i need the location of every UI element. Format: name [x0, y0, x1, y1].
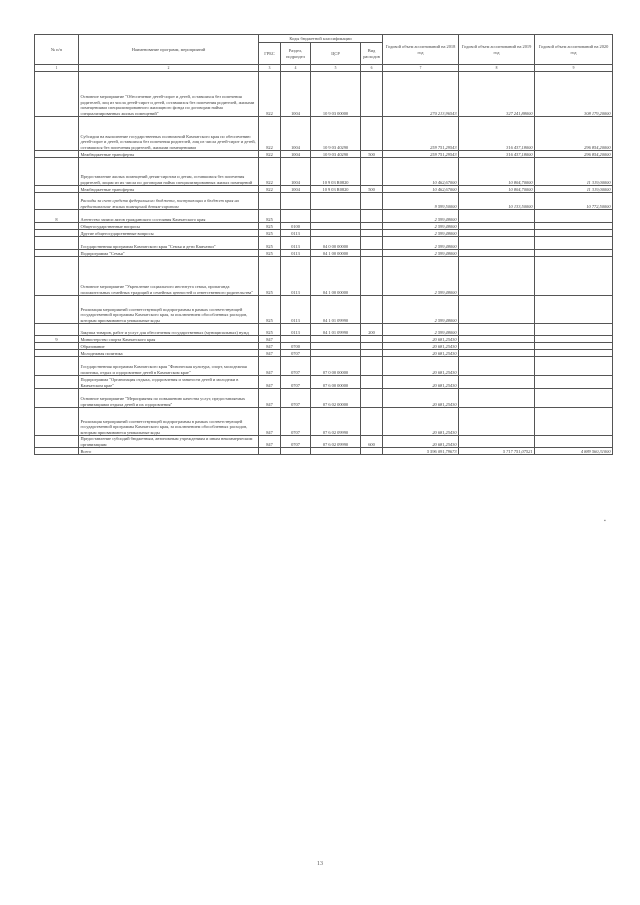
row-expense-type-code: [361, 117, 383, 151]
row-amount-2019: [459, 408, 535, 436]
budget-allocation-table: [34, 34, 613, 455]
table-row: [35, 151, 613, 158]
row-amount-2020: [535, 408, 613, 436]
header-year-2020: Годовой объем ассигнований на 2020 год: [535, 35, 613, 65]
row-amount-2018: 20 681,25430: [383, 350, 459, 357]
row-name: Субсидии на выполнение государственных полномочий Камчатского края по обеспечению детей-сирот и детей, оставшихся без попечения родителей, лиц из числа детей-сирот и детей, оставшихся без попечения родителей, жилыми помещениями: [79, 117, 259, 151]
row-amount-2020: 296 854,20000: [535, 117, 613, 151]
row-expense-type-code: [361, 448, 383, 455]
row-expense-type-code: [361, 296, 383, 324]
row-amount-2018: 5 596 091,79673: [383, 448, 459, 455]
table-row: [35, 324, 613, 336]
row-expense-type-code: 600: [361, 436, 383, 448]
row-number: [35, 357, 79, 376]
row-amount-2019: 327 241,88000: [459, 72, 535, 117]
row-number: [35, 158, 79, 186]
row-amount-2018: 9 599,50000: [383, 193, 459, 210]
row-number: [35, 230, 79, 237]
row-number: [35, 151, 79, 158]
header-codes-group: Коды бюджетной классификации: [259, 35, 383, 43]
row-name: Другие общегосударственные вопросы: [79, 230, 259, 237]
row-section-code: 0113: [281, 324, 311, 336]
row-amount-2018: 20 681,25430: [383, 357, 459, 376]
header-csr: ЦСР: [311, 43, 361, 65]
row-target-article-code: [311, 343, 361, 350]
row-target-article-code: [311, 350, 361, 357]
row-name: Основное мероприятие "Укрепление социального института семьи, пропаганда положительных семейных традиций и семейных ценностей и ответственного родительства": [79, 257, 259, 296]
column-index: 7: [383, 65, 459, 72]
row-number: [35, 408, 79, 436]
row-grbs-code: 825: [259, 324, 281, 336]
row-target-article-code: 10 9 03 40290: [311, 151, 361, 158]
row-grbs-code: 825: [259, 223, 281, 230]
row-section-code: 0707: [281, 350, 311, 357]
table-row: [35, 158, 613, 186]
row-amount-2018: 10 462,67000: [383, 186, 459, 193]
table-row: [35, 210, 613, 223]
table-row: [35, 357, 613, 376]
row-name: Основное мероприятие "Мероприятия по повышению качества услуг, предоставляемых организациями отдыха детей и их оздоровления": [79, 389, 259, 408]
table-row: [35, 250, 613, 257]
row-name: Межбюджетные трансферты: [79, 186, 259, 193]
row-amount-2018: 259 751,29543: [383, 151, 459, 158]
row-amount-2019: 10 133,50000: [459, 193, 535, 210]
row-amount-2020: [535, 343, 613, 350]
row-expense-type-code: 500: [361, 186, 383, 193]
row-target-article-code: [311, 210, 361, 223]
row-grbs-code: 847: [259, 343, 281, 350]
table-row: [35, 376, 613, 389]
row-number: [35, 350, 79, 357]
row-amount-2018: 20 681,25430: [383, 389, 459, 408]
row-section-code: 1004: [281, 72, 311, 117]
table-row: [35, 237, 613, 250]
row-target-article-code: [311, 223, 361, 230]
row-expense-type-code: [361, 257, 383, 296]
column-index: 6: [361, 65, 383, 72]
row-amount-2018: 2 599,48000: [383, 296, 459, 324]
row-grbs-code: 847: [259, 350, 281, 357]
row-target-article-code: [311, 448, 361, 455]
row-amount-2018: 2 599,48000: [383, 230, 459, 237]
row-name: Подпрограмма "Организация отдыха, оздоровления и занятости детей и молодежи в Камчатском крае": [79, 376, 259, 389]
row-amount-2020: 4 889 560,31000: [535, 448, 613, 455]
row-amount-2019: [459, 376, 535, 389]
column-index-row: [35, 65, 613, 72]
row-amount-2019: [459, 436, 535, 448]
row-name: Государственная программа Камчатского края "Семья и дети Камчатки": [79, 237, 259, 250]
row-section-code: 1004: [281, 151, 311, 158]
row-amount-2020: [535, 324, 613, 336]
row-number: [35, 343, 79, 350]
row-name: Закупка товаров, работ и услуг для обеспечения государственных (муниципальных) нужд: [79, 324, 259, 336]
table-row: [35, 223, 613, 230]
row-number: [35, 223, 79, 230]
row-name: Реализация мероприятий соответствующей подпрограммы в рамках соответствующей государственной программы Камчатского края, за исключением обособленных расходов, которым присваиваются уникальные коды: [79, 296, 259, 324]
row-section-code: [281, 336, 311, 343]
row-amount-2019: [459, 336, 535, 343]
row-amount-2019: 316 437,18000: [459, 151, 535, 158]
row-grbs-code: 822: [259, 117, 281, 151]
row-name: Расходы за счет средств федерального бюджета, поступающих в бюджет края на предоставление жилых помещений детям-сиротам: [79, 193, 259, 210]
row-number: [35, 376, 79, 389]
row-expense-type-code: [361, 230, 383, 237]
row-expense-type-code: 200: [361, 324, 383, 336]
row-amount-2019: [459, 230, 535, 237]
row-section-code: 0113: [281, 296, 311, 324]
budget-document-page: [34, 34, 612, 455]
row-amount-2019: [459, 223, 535, 230]
row-amount-2019: [459, 389, 535, 408]
column-index: 4: [281, 65, 311, 72]
row-amount-2019: [459, 343, 535, 350]
row-section-code: 0113: [281, 250, 311, 257]
row-number: [35, 389, 79, 408]
row-amount-2020: [535, 336, 613, 343]
header-grbs: ГРБС: [259, 43, 281, 65]
row-expense-type-code: [361, 357, 383, 376]
row-number: [35, 117, 79, 151]
row-grbs-code: 825: [259, 230, 281, 237]
table-row: [35, 343, 613, 350]
row-amount-2020: [535, 350, 613, 357]
row-target-article-code: 10 9 03 00000: [311, 72, 361, 117]
row-number: [35, 250, 79, 257]
table-row: [35, 230, 613, 237]
row-expense-type-code: [361, 72, 383, 117]
row-grbs-code: [259, 193, 281, 210]
scan-edge-mark: ▪: [604, 519, 606, 524]
row-target-article-code: 10 9 03 R0820: [311, 186, 361, 193]
row-amount-2020: [535, 357, 613, 376]
row-expense-type-code: [361, 343, 383, 350]
row-amount-2019: [459, 210, 535, 223]
row-amount-2020: 308 179,20000: [535, 72, 613, 117]
row-amount-2018: 20 681,25430: [383, 436, 459, 448]
row-number: [35, 296, 79, 324]
row-amount-2018: 10 462,67000: [383, 158, 459, 186]
header-name: Наименование программ, мероприятий: [79, 35, 259, 65]
row-number: [35, 257, 79, 296]
row-grbs-code: 825: [259, 210, 281, 223]
row-amount-2018: 2 599,48000: [383, 324, 459, 336]
row-expense-type-code: [361, 376, 383, 389]
row-section-code: 0113: [281, 237, 311, 250]
table-row: [35, 436, 613, 448]
row-section-code: 0707: [281, 357, 311, 376]
row-grbs-code: 822: [259, 186, 281, 193]
row-section-code: [281, 210, 311, 223]
row-expense-type-code: [361, 193, 383, 210]
row-section-code: 0707: [281, 376, 311, 389]
row-target-article-code: [311, 230, 361, 237]
row-amount-2019: 10 804,70000: [459, 186, 535, 193]
page-number: 13: [317, 861, 323, 867]
row-number: 9: [35, 336, 79, 343]
row-name: Государственная программа Камчатского края "Физическая культура, спорт, молодежная политика, отдых и оздоровление детей в Камчатском крае": [79, 357, 259, 376]
header-vr: Вид расходов: [361, 43, 383, 65]
row-amount-2020: [535, 376, 613, 389]
row-grbs-code: 825: [259, 296, 281, 324]
row-grbs-code: 825: [259, 237, 281, 250]
row-number: [35, 72, 79, 117]
row-expense-type-code: [361, 336, 383, 343]
row-expense-type-code: [361, 158, 383, 186]
row-section-code: 1004: [281, 158, 311, 186]
row-amount-2018: 2 599,48000: [383, 223, 459, 230]
table-row: [35, 193, 613, 210]
table-row: [35, 336, 613, 343]
row-number: 8: [35, 210, 79, 223]
row-target-article-code: 07 6 00 00000: [311, 376, 361, 389]
row-name: Предоставление субсидий бюджетным, автономным учреждениям и иным некоммерческим организациям: [79, 436, 259, 448]
row-amount-2019: [459, 350, 535, 357]
row-target-article-code: 04 0 00 00000: [311, 237, 361, 250]
row-name: Межбюджетные трансферты: [79, 151, 259, 158]
row-name: Образование: [79, 343, 259, 350]
row-target-article-code: 07 6 02 09990: [311, 436, 361, 448]
row-grbs-code: 847: [259, 436, 281, 448]
table-row: [35, 257, 613, 296]
table-row: [35, 296, 613, 324]
row-amount-2020: [535, 257, 613, 296]
row-number: [35, 436, 79, 448]
row-amount-2018: 20 681,25430: [383, 376, 459, 389]
row-name: Общегосударственные вопросы: [79, 223, 259, 230]
row-number: [35, 448, 79, 455]
row-grbs-code: 822: [259, 151, 281, 158]
row-section-code: 0700: [281, 343, 311, 350]
row-section-code: 0707: [281, 436, 311, 448]
row-name: Подпрограмма "Семья": [79, 250, 259, 257]
row-section-code: 0100: [281, 223, 311, 230]
row-grbs-code: 847: [259, 336, 281, 343]
row-name: Основное мероприятие "Обеспечение детей-сирот и детей, оставшихся без попечения родителей, лиц из числа детей-сирот и детей, оставшихся без попечения родителей, жилыми помещениями специализированного жилищного фонда по договорам найма специализированных жилых помещений": [79, 72, 259, 117]
row-number: [35, 193, 79, 210]
row-grbs-code: 825: [259, 250, 281, 257]
row-target-article-code: 04 1 01 09990: [311, 296, 361, 324]
row-amount-2018: 2 599,48000: [383, 257, 459, 296]
row-amount-2020: 296 854,20000: [535, 151, 613, 158]
header-year-2019: Годовой объем ассигнований на 2019 год: [459, 35, 535, 65]
row-expense-type-code: [361, 250, 383, 257]
row-target-article-code: 04 1 01 09990: [311, 324, 361, 336]
row-amount-2020: [535, 223, 613, 230]
row-amount-2020: [535, 210, 613, 223]
row-section-code: 0113: [281, 230, 311, 237]
row-number: [35, 237, 79, 250]
column-index: 1: [35, 65, 79, 72]
table-row: [35, 117, 613, 151]
row-expense-type-code: [361, 350, 383, 357]
table-row: [35, 72, 613, 117]
row-amount-2019: [459, 357, 535, 376]
row-amount-2018: 2 599,48000: [383, 250, 459, 257]
table-row: [35, 408, 613, 436]
header-year-2018: Годовой объем ассигнований на 2018 год: [383, 35, 459, 65]
row-target-article-code: 04 1 00 00000: [311, 250, 361, 257]
table-row: [35, 350, 613, 357]
row-grbs-code: 822: [259, 72, 281, 117]
row-expense-type-code: [361, 210, 383, 223]
row-amount-2020: [535, 436, 613, 448]
row-amount-2018: 20 681,25430: [383, 343, 459, 350]
column-index: 8: [459, 65, 535, 72]
row-amount-2020: 11 319,00000: [535, 186, 613, 193]
row-amount-2019: 5 717 751,07521: [459, 448, 535, 455]
row-target-article-code: [311, 336, 361, 343]
row-target-article-code: 10 9 03 40290: [311, 117, 361, 151]
row-amount-2018: 270 213,96543: [383, 72, 459, 117]
row-target-article-code: 10 9 03 R0820: [311, 158, 361, 186]
row-section-code: 1004: [281, 186, 311, 193]
row-grbs-code: 847: [259, 376, 281, 389]
row-amount-2020: [535, 230, 613, 237]
table-row: [35, 389, 613, 408]
row-target-article-code: 04 1 00 00000: [311, 257, 361, 296]
column-index: 2: [79, 65, 259, 72]
table-row: [35, 448, 613, 455]
row-section-code: 0113: [281, 257, 311, 296]
row-grbs-code: 825: [259, 257, 281, 296]
row-grbs-code: 847: [259, 389, 281, 408]
row-amount-2019: 10 804,70000: [459, 158, 535, 186]
row-amount-2018: 20 681,25430: [383, 408, 459, 436]
row-amount-2020: [535, 237, 613, 250]
row-grbs-code: 847: [259, 357, 281, 376]
row-amount-2018: 2 599,48000: [383, 237, 459, 250]
column-index: 5: [311, 65, 361, 72]
row-expense-type-code: 500: [361, 151, 383, 158]
row-expense-type-code: [361, 223, 383, 230]
row-target-article-code: 07 6 02 09990: [311, 408, 361, 436]
column-index: 3: [259, 65, 281, 72]
row-grbs-code: 847: [259, 408, 281, 436]
row-amount-2019: [459, 237, 535, 250]
table-row: [35, 186, 613, 193]
row-name: Всего: [79, 448, 259, 455]
row-name: Реализация мероприятий соответствующей подпрограммы в рамках соответствующей государственной программы Камчатского края, за исключением обособленных расходов, которым присваиваются уникальные коды: [79, 408, 259, 436]
row-grbs-code: 822: [259, 158, 281, 186]
row-target-article-code: [311, 193, 361, 210]
row-number: [35, 324, 79, 336]
row-name: Предоставление жилых помещений детям-сиротам и детям, оставшимся без попечения родителей, лицам из их числа по договорам найма специализированных жилых помещений: [79, 158, 259, 186]
column-index: 9: [535, 65, 613, 72]
row-expense-type-code: [361, 389, 383, 408]
header-razdel: Раздел, подраздел: [281, 43, 311, 65]
row-name: Агентство записи актов гражданского состояния Камчатского края: [79, 210, 259, 223]
row-amount-2020: [535, 296, 613, 324]
row-grbs-code: [259, 448, 281, 455]
row-target-article-code: 07 6 02 00000: [311, 389, 361, 408]
row-section-code: 0707: [281, 389, 311, 408]
row-section-code: 0707: [281, 408, 311, 436]
row-section-code: [281, 448, 311, 455]
row-section-code: [281, 193, 311, 210]
row-section-code: 1004: [281, 117, 311, 151]
row-amount-2018: 259 751,29543: [383, 117, 459, 151]
row-name: Министерство спорта Камчатского края: [79, 336, 259, 343]
row-target-article-code: 07 0 00 00000: [311, 357, 361, 376]
row-amount-2019: [459, 296, 535, 324]
row-amount-2019: [459, 250, 535, 257]
row-amount-2018: 20 681,25430: [383, 336, 459, 343]
row-name: Молодежная политика: [79, 350, 259, 357]
row-amount-2020: 10 772,50000: [535, 193, 613, 210]
row-amount-2020: 11 319,00000: [535, 158, 613, 186]
header-num: № п/п: [35, 35, 79, 65]
row-expense-type-code: [361, 237, 383, 250]
row-amount-2019: [459, 257, 535, 296]
row-number: [35, 186, 79, 193]
row-amount-2020: [535, 389, 613, 408]
row-amount-2019: 316 437,18000: [459, 117, 535, 151]
row-amount-2020: [535, 250, 613, 257]
row-amount-2019: [459, 324, 535, 336]
row-expense-type-code: [361, 408, 383, 436]
row-amount-2018: 2 599,48000: [383, 210, 459, 223]
